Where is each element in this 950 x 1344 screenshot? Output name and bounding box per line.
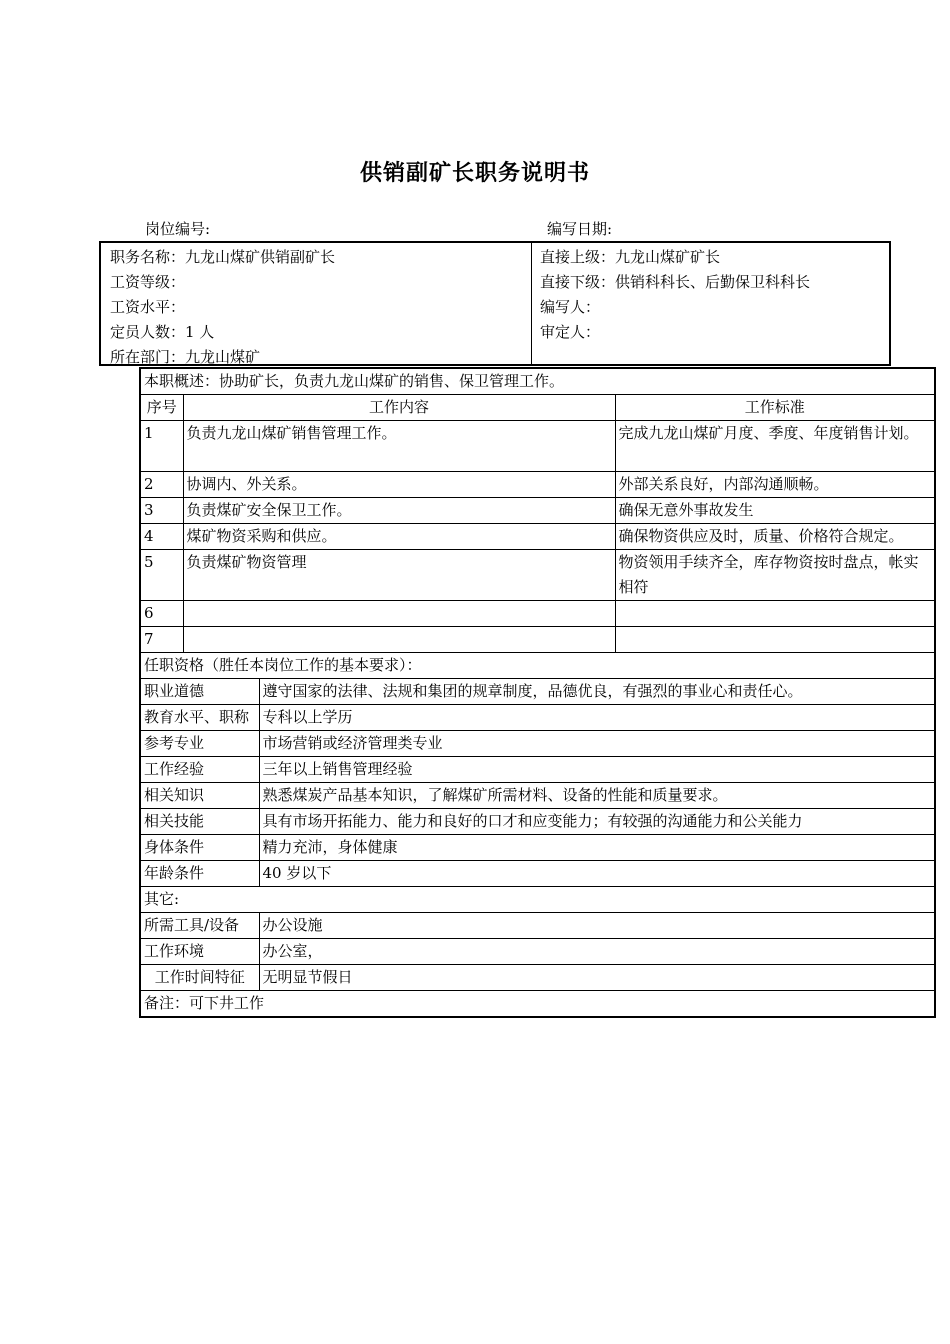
duty-standard: 物资领用手续齐全，库存物资按时盘点，帐实相符 (615, 550, 935, 601)
header-content: 工作内容 (183, 395, 615, 421)
other-title: 其它: (140, 887, 935, 913)
other-row (140, 913, 935, 939)
qual-label: 参考专业 (140, 731, 259, 757)
post-code-label: 岗位编号: (145, 220, 211, 238)
qual-label: 身体条件 (140, 835, 259, 861)
duty-content: 协调内、外关系。 (183, 472, 615, 498)
qual-label: 工作经验 (140, 757, 259, 783)
qual-value: 专科以上学历 (259, 705, 935, 731)
salary-grade: 工资等级： (110, 273, 186, 291)
department: 所在部门：九龙山煤矿 (110, 348, 261, 366)
duty-standard: 完成九龙山煤矿月度、季度、年度销售计划。 (615, 421, 935, 472)
qual-row (140, 861, 935, 887)
duty-header-row (140, 395, 935, 421)
other-row (140, 965, 935, 991)
direct-superior: 直接上级：九龙山煤矿矿长 (540, 248, 721, 266)
duty-content: 负责煤矿物资管理 (183, 550, 615, 601)
qual-label: 相关知识 (140, 783, 259, 809)
duty-row (140, 498, 935, 524)
duty-row (140, 627, 935, 653)
duty-row (140, 472, 935, 498)
job-summary: 本职概述：协助矿长，负责九龙山煤矿的销售、保卫管理工作。 (140, 368, 935, 395)
qual-row (140, 679, 935, 705)
qual-value: 遵守国家的法律、法规和集团的规章制度，品德优良，有强烈的事业心和责任心。 (259, 679, 935, 705)
other-label: 工作环境 (140, 939, 259, 965)
other-value: 办公室， (259, 939, 935, 965)
duty-no: 6 (140, 601, 183, 627)
duty-no: 7 (140, 627, 183, 653)
approver: 审定人： (540, 323, 601, 341)
other-value: 办公设施 (259, 913, 935, 939)
duty-standard (615, 627, 935, 653)
duty-no: 1 (140, 421, 183, 472)
remark: 备注：可下井工作 (140, 991, 935, 1018)
qual-value: 三年以上销售管理经验 (259, 757, 935, 783)
qual-row (140, 783, 935, 809)
basic-info-box (99, 241, 891, 366)
duty-no: 5 (140, 550, 183, 601)
headcount: 定员人数：1 人 (110, 323, 215, 341)
summary-row (140, 368, 935, 395)
qual-title: 任职资格（胜任本岗位工作的基本要求）： (140, 653, 935, 679)
other-label: 所需工具/设备 (140, 913, 259, 939)
qual-row (140, 731, 935, 757)
qual-label: 职业道德 (140, 679, 259, 705)
other-value: 无明显节假日 (259, 965, 935, 991)
qual-label: 年龄条件 (140, 861, 259, 887)
duty-content: 煤矿物资采购和供应。 (183, 524, 615, 550)
duty-table (139, 367, 936, 1018)
divider (531, 243, 532, 364)
duty-row (140, 550, 935, 601)
duty-content: 负责九龙山煤矿销售管理工作。 (183, 421, 615, 472)
other-label: 工作时间特征 (140, 965, 259, 991)
duty-no: 4 (140, 524, 183, 550)
duty-standard: 确保无意外事故发生 (615, 498, 935, 524)
duty-row (140, 421, 935, 472)
page-title: 供销副矿长职务说明书 (359, 161, 590, 186)
write-date-label: 编写日期: (547, 220, 613, 238)
qual-value: 熟悉煤炭产品基本知识，了解煤矿所需材料、设备的性能和质量要求。 (259, 783, 935, 809)
duty-standard: 外部关系良好，内部沟通顺畅。 (615, 472, 935, 498)
qual-value: 具有市场开拓能力、能力和良好的口才和应变能力；有较强的沟通能力和公关能力 (259, 809, 935, 835)
qual-label: 相关技能 (140, 809, 259, 835)
qual-row (140, 705, 935, 731)
job-title: 职务名称：九龙山煤矿供销副矿长 (110, 248, 336, 266)
duty-no: 3 (140, 498, 183, 524)
salary-level: 工资水平： (110, 298, 186, 316)
qual-title-row (140, 653, 935, 679)
duty-standard (615, 601, 935, 627)
direct-subordinate: 直接下级：供销科科长、后勤保卫科科长 (540, 273, 811, 291)
header-standard: 工作标准 (615, 395, 935, 421)
duty-row (140, 601, 935, 627)
other-title-row (140, 887, 935, 913)
duty-standard: 确保物资供应及时，质量、价格符合规定。 (615, 524, 935, 550)
qual-label: 教育水平、职称 (140, 705, 259, 731)
duty-content (183, 601, 615, 627)
qual-row (140, 809, 935, 835)
qual-value: 精力充沛，身体健康 (259, 835, 935, 861)
remark-row (140, 991, 935, 1018)
basic-info-left (110, 245, 335, 370)
header-no: 序号 (140, 395, 183, 421)
other-row (140, 939, 935, 965)
author: 编写人： (540, 298, 601, 316)
basic-info-right (540, 245, 810, 345)
duty-row (140, 524, 935, 550)
duty-content (183, 627, 615, 653)
duty-content: 负责煤矿安全保卫工作。 (183, 498, 615, 524)
qual-row (140, 835, 935, 861)
qual-row (140, 757, 935, 783)
qual-value: 市场营销或经济管理类专业 (259, 731, 935, 757)
qual-value: 40 岁以下 (259, 861, 935, 887)
duty-no: 2 (140, 472, 183, 498)
